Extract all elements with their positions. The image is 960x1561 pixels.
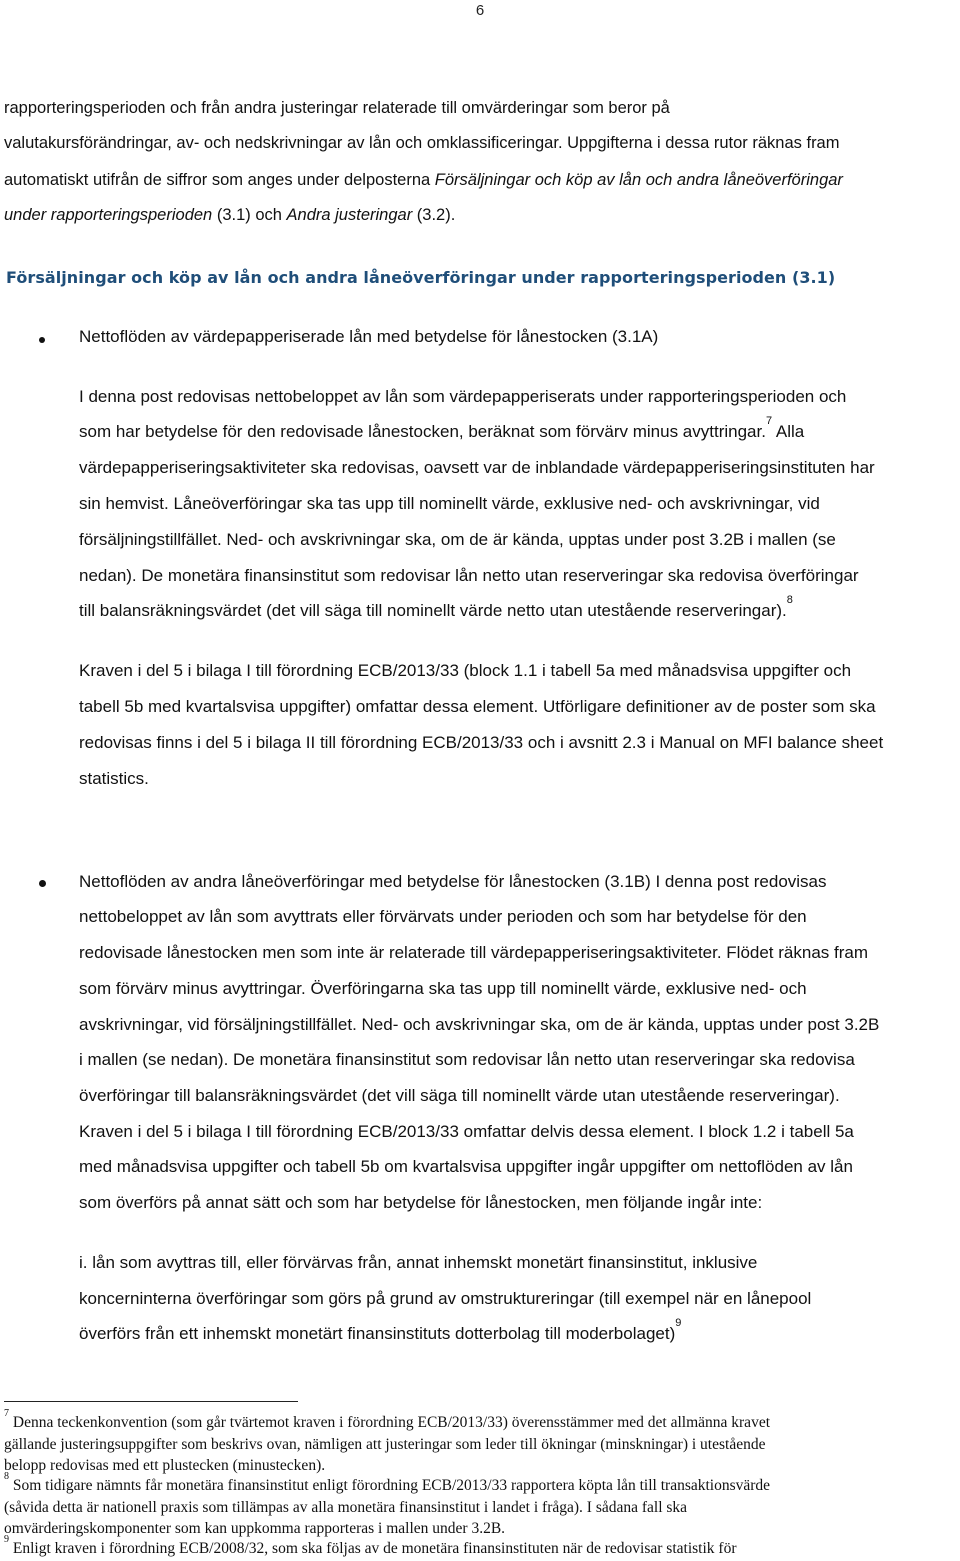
- item-a-paragraph-line: nedan). De monetära finansinstitut som redovisar lån netto utan reserveringar ska redovisa överföringar: [79, 566, 859, 585]
- intro-italic-term: under rapporteringsperioden: [4, 206, 213, 224]
- bullet-icon: [39, 880, 46, 887]
- footnote-9: [4, 1534, 737, 1558]
- intro-line: rapporteringsperioden och från andra justeringar relaterade till omvärderingar som beror på: [4, 99, 670, 117]
- item-a-paragraph-line: tabell 5b med kvartalsvisa uppgifter) omfattar dessa element. Utförligare definitioner av de poster som ska: [79, 697, 876, 716]
- item-a-paragraph-line: Kraven i del 5 i bilaga I till förordning ECB/2013/33 (block 1.1 i tabell 5a med månadsvisa uppgifter och: [79, 661, 852, 680]
- intro-text: (3.2).: [412, 206, 456, 224]
- item-b-line: Nettoflöden av andra låneöverföringar med betydelse för lånestocken (3.1B) I denna post redovisas: [79, 872, 827, 891]
- item-b-line: som överförs på annat sätt och som har betydelse för lånestocken, men följande ingår inte:: [79, 1193, 763, 1212]
- item-a-paragraph-line: värdepapperiseringsaktiviteter ska redovisas, oavsett var de inblandade värdepapperiseringsinstituten har: [79, 458, 875, 477]
- item-a-paragraph-line: I denna post redovisas nettobeloppet av lån som värdepapperiserats under rapporteringsperioden och: [79, 387, 847, 406]
- footnote-line: omvärderingskomponenter som kan uppkomma rapporteras i mallen under 3.2B.: [4, 1520, 506, 1537]
- item-b-line: i mallen (se nedan). De monetära finansinstitut som redovisar lån netto utan reserveringar ska redovisa: [79, 1050, 855, 1069]
- intro-italic-term: Försäljningar och köp av lån och andra låneöverföringar: [434, 171, 843, 189]
- item-b-text: överförs från ett inhemskt monetärt finansinstituts dotterbolag till moderbolaget): [79, 1324, 676, 1343]
- item-b-line: nettobeloppet av lån som avyttrats eller förvärvats under perioden och som har betydelse för den: [79, 907, 807, 926]
- item-b-line: överföringar till balansräkningsvärdet (det vill säga till nominellt värde utan utestående reserveringar).: [79, 1086, 840, 1105]
- footnote-mark: 7: [4, 1408, 9, 1419]
- item-a-paragraph-line: statistics.: [79, 769, 149, 788]
- item-a-text: till balansräkningsvärdet (det vill säga till nominellt värde netto utan utestående reserveringar).: [79, 601, 787, 620]
- item-b-line: med månadsvisa uppgifter och tabell 5b om kvartalsvisa uppgifter ingår uppgifter om nettoflöden av lån: [79, 1157, 853, 1176]
- footnote-line: belopp redovisas med ett plustecken (minustecken).: [4, 1457, 326, 1474]
- footnote-ref: 9: [675, 1317, 682, 1329]
- footnote-text: Enligt kraven i förordning ECB/2008/32, som ska följas av de monetära finansinstituten när de redovisar statistik för: [12, 1540, 737, 1557]
- item-b-line: redovisade lånestocken men som inte är relaterade till värdepapperiseringsaktiviteter. Flödet räknas fram: [79, 943, 869, 962]
- footnote-line: gällande justeringsuppgifter som beskrivs ovan, nämligen att justeringar som leder till ökningar (minskningar) i utestående: [4, 1436, 766, 1453]
- footnote-ref: 8: [786, 594, 793, 606]
- item-b-line: som förvärv minus avyttringar. Överföringarna ska tas upp till nominellt värde, exklusive ned- och: [79, 979, 807, 998]
- intro-line: [4, 171, 843, 190]
- item-b-subitem-line: [79, 1317, 682, 1344]
- footnote-8: [4, 1471, 771, 1495]
- item-a-heading: Nettoflöden av värdepapperiserade lån med betydelse för lånestocken (3.1A): [79, 327, 659, 346]
- item-b-subitem-line: i. lån som avyttras till, eller förvärvas från, annat inhemskt monetärt finansinstitut, inklusive: [79, 1253, 758, 1272]
- item-a-text: som har betydelse för den redovisade lånestocken, beräknat som förvärv minus avyttringar.: [79, 422, 766, 441]
- item-b-subitem-line: koncerninterna överföringar som görs på grund av omstruktureringar (till exempel när en lånepool: [79, 1289, 812, 1308]
- item-b-line: Kraven i del 5 i bilaga I till förordning ECB/2013/33 omfattar delvis dessa element. I block 1.2 i tabell 5a: [79, 1122, 854, 1141]
- footnote-7: [4, 1408, 770, 1432]
- bullet-icon: [39, 337, 45, 343]
- page-number: 6: [475, 2, 485, 19]
- footnote-ref: 7: [765, 415, 773, 427]
- intro-line: [4, 206, 455, 225]
- item-a-paragraph-line: redovisas finns i del 5 i bilaga II till förordning ECB/2013/33 och i avsnitt 2.3 i Manual on MFI balance sheet: [79, 733, 884, 752]
- intro-line: valutakursförändringar, av- och nedskrivningar av lån och omklassificeringar. Uppgifterna i dessa rutor räknas fram: [4, 134, 840, 152]
- footnote-divider: [4, 1401, 298, 1402]
- footnote-text: Som tidigare nämnts får monetära finansinstitut enligt förordning ECB/2013/33 rapportera köpta lån till transaktionsvärde: [12, 1477, 771, 1494]
- footnote-line: (såvida detta är nationell praxis som tillämpas av alla monetära finansinstitut i landet i fråga). I sådana fall ska: [4, 1499, 688, 1516]
- intro-italic-term: Andra justeringar: [286, 206, 413, 224]
- item-a-paragraph-line: [79, 415, 805, 442]
- item-a-paragraph-line: försäljningstillfället. Ned- och avskrivningar ska, om de är kända, upptas under post 3.2B i mallen (se: [79, 530, 836, 549]
- footnote-mark: 8: [4, 1471, 9, 1482]
- item-a-paragraph-line: [79, 594, 793, 621]
- item-a-text: Alla: [772, 422, 805, 441]
- intro-text: (3.1) och: [212, 206, 287, 224]
- footnote-mark: 9: [4, 1534, 9, 1545]
- item-a-paragraph-line: sin hemvist. Låneöverföringar ska tas upp till nominellt värde, exklusive ned- och avskrivningar, vid: [79, 494, 820, 513]
- item-b-line: avskrivningar, vid försäljningstillfället. Ned- och avskrivningar ska, om de är kända, upptas under post 3.2B: [79, 1015, 880, 1034]
- intro-text: automatiskt utifrån de siffror som anges under delposterna: [4, 171, 435, 189]
- footnote-text: Denna teckenkonvention (som går tvärtemot kraven i förordning ECB/2013/33) överensstämmer med det allmänna kravet: [12, 1414, 770, 1431]
- section-heading: Försäljningar och köp av lån och andra låneöverföringar under rapporteringsperioden (3.1): [6, 268, 836, 287]
